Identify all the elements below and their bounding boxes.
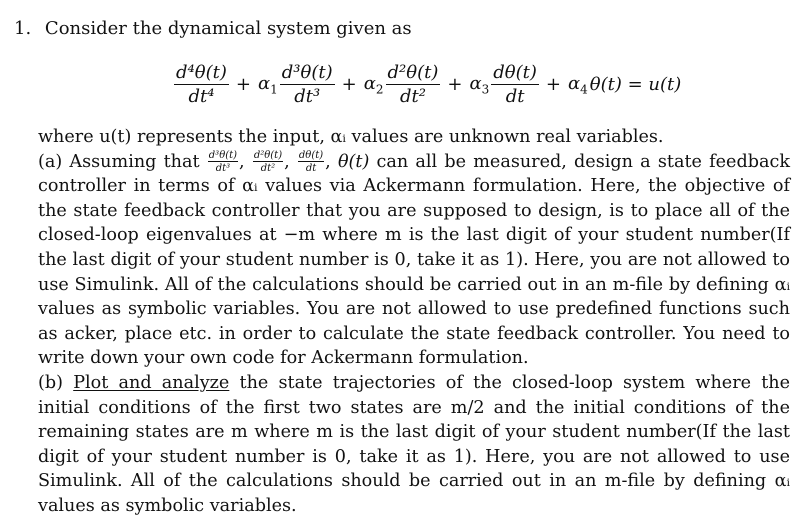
part-a-text: can all be measured, design a state feedback controller in terms of αᵢ values via Ackermann formulation. Here, the objective of the state feedback controller that you are supposed to design, is to place all of the closed-loop eigenvalues at −m where m is the last digit of your student number(If the last digit of your student number is 0, take it as 1). Here, you are not allowed to use Simulink. All of the calculations should be carried out in an m-file by defining αᵢ values as symbolic variables. You are not allowed to use predefined functions such as acker, place etc. in order to calculate the state feedback controller. You need to write down your own code for Ackermann formulation.	[38, 151, 790, 369]
fraction-1st-derivative: $\frac{d\theta(t)}{dt}$	[493, 62, 537, 107]
equation-tail: θ(t) = u(t)	[589, 74, 682, 95]
question-number: 1.	[14, 18, 32, 39]
question-intro: Consider the dynamical system given as	[44, 18, 412, 39]
part-b-text: the state trajectories of the closed-loop system where the initial conditions of the first two states are m/2 and the initial conditions of the remaining states are m where m is the last digit of your student number(If the last digit of your student number is 0, take it as 1). Here, you are not allowed to use Simulink. All of the calculations should be carried out in an m-file by defining αᵢ values as symbolic variables.	[38, 372, 791, 516]
question-heading	[14, 18, 412, 39]
part-b-underlined: Plot and analyze	[73, 372, 230, 393]
small-fraction-1st: $\frac{d\theta(t)}{dt}$	[298, 149, 324, 174]
question-body	[38, 125, 790, 519]
fraction-4th-derivative: $\frac{\text{d⁴θ(t)}}{\text{dt⁴}}$	[176, 62, 227, 107]
where-line: where u(t) represents the input, αᵢ values are unknown real variables.	[38, 127, 664, 147]
fraction-2nd-derivative: $\frac{\text{d²θ(t)}}{\text{dt²}}$	[387, 62, 439, 107]
alpha-1: $\alpha_1$	[257, 72, 278, 97]
small-fraction-3rd: $\frac{\text{d³θ(t)}}{\text{dt³}}$	[208, 149, 238, 174]
fraction-3rd-derivative: $\frac{\text{d³θ(t)}}{\text{dt³}}$	[281, 62, 333, 107]
alpha-2: $\alpha_2$	[363, 72, 384, 97]
alpha-3: $\alpha_3$	[469, 72, 490, 97]
alpha-4: $\alpha_4$	[567, 72, 588, 97]
part-b: (b) Plot and analyze the state trajectories of the closed-loop system where the initial conditions of the first two states are m/2 and the initial conditions of the remaining states are m where m is the last digit of your student number(If the last digit of your student number is 0, take it as 1). Here, you are not allowed to use Simulink. All of the calculations should be carried out in an m-file by defining αᵢ values as symbolic variables.	[38, 372, 791, 516]
small-fraction-2nd: $\frac{\text{d²θ(t)}}{\text{dt²}}$	[253, 149, 283, 174]
system-equation: $\frac{\text{d⁴θ(t)}}{\text{dt⁴}}$ + $\alpha_1$ $\frac{\text{d³θ(t)}}{\text{dt³}}$ + $\alpha_2$ $\frac{\text{d²θ(t)}}{\text{dt²}}$ + $\alpha_3$ $\frac{d\theta(t)}{dt}$ + $\alpha_4$ θ(t) = u(t)	[176, 62, 682, 107]
part-a: (a) Assuming that $\frac{\text{d³θ(t)}}{\text{dt³}}$ , $\frac{\text{d²θ(t)}}{\text{dt²}}$ , $\frac{d\theta(t)}{dt}$ , θ(t) can all be measured, design a state feedback controller in terms of αᵢ values via Ackermann formulation. Here, the objective of the state feedback controller that you are supposed to design, is to place all of the closed-loop eigenvalues at −m where m is the last digit of your student number(If the last digit of your student number is 0, take it as 1). Here, you are not allowed to use Simulink. All of the calculations should be carried out in an m-file by defining αᵢ values as symbolic variables. You are not allowed to use predefined functions such as acker, place etc. in order to calculate the state feedback controller. You need to write down your own code for Ackermann formulation.	[38, 149, 790, 369]
